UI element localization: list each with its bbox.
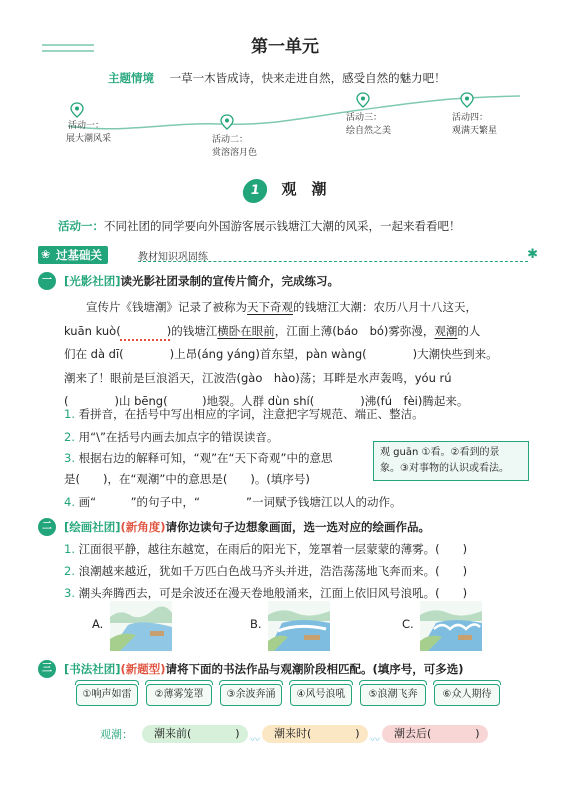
location-pin-icon xyxy=(70,102,84,118)
stage-match-row xyxy=(100,725,500,745)
lesson-number: 1 xyxy=(242,179,269,203)
section-2-badge: (新角度) xyxy=(120,520,166,534)
passage-line-3: 们在 dà dī( )上昂(áng yáng)首东望，pàn wàng( )大潮快些到来。 xyxy=(64,347,498,361)
calligraphy-tile-4[interactable]: ④风号浪吼 xyxy=(290,684,352,706)
question-2-1: 1. 江面很平静，越往东越宽，在雨后的阳光下，笼罩着一层蒙蒙的薄雾。( ) xyxy=(64,542,468,556)
activity-1-label: 活动一： xyxy=(68,121,105,131)
calligraphy-works xyxy=(58,684,528,710)
river-painting-calm xyxy=(110,601,172,651)
stage-during[interactable]: 潮来时( ) xyxy=(262,725,368,743)
wavy-underline xyxy=(120,337,170,341)
painting-option-a[interactable]: A. xyxy=(92,601,182,655)
unit-title: 第一单元 xyxy=(251,37,319,57)
theme-row xyxy=(108,70,446,86)
question-1-4: 4. 画“ ”的句子中，“ ”一词赋予钱塘江以人的动作。 xyxy=(64,495,402,509)
question-1-1: 1. 看拼音，在括号中写出相应的字词，注意把字写规范、端正、整洁。 xyxy=(64,407,424,421)
theme-text: 一草一木皆成诗，快来走进自然，感受自然的魅力吧！ xyxy=(169,71,446,85)
stage-before[interactable]: 潮来前( ) xyxy=(142,725,248,743)
passage-line-5: ( )山 bēng( )地裂。人群 dùn shí( )沸(fú fèi)腾起来。 xyxy=(64,394,469,408)
question-2-3: 3. 潮头奔腾西去，可是余波还在漫天卷地般涌来，江面上依旧风号浪吼。( ) xyxy=(64,586,468,600)
section-3-number: 三 xyxy=(38,660,56,678)
wave-connector-icon: 〰 xyxy=(370,735,380,746)
river-painting-surge xyxy=(268,601,330,651)
passage-line-1: 宣传片《钱塘潮》记录了被称为天下奇观的钱塘江大潮：农历八月十八这天， xyxy=(86,300,477,314)
dictionary-line-2: 象。③对事物的认识或看法。 xyxy=(380,463,509,474)
section-bar-subtitle: 教材知识巩固练 xyxy=(138,252,208,263)
stage-after[interactable]: 潮去后( ) xyxy=(382,725,488,743)
calligraphy-tile-6[interactable]: ⑥众人期待 xyxy=(434,684,500,706)
section-1-tag: [光影社团] xyxy=(64,274,121,288)
location-pin-icon xyxy=(460,92,474,108)
activity-4-name: 观满天繁星 xyxy=(452,126,498,136)
calligraphy-tile-2[interactable]: ②薄雾笼罩 xyxy=(146,684,212,706)
activity-1 xyxy=(68,120,111,146)
question-2-2: 2. 浪潮越来越近，犹如千万匹白色战马齐头并进，浩浩荡荡地飞奔而来。( ) xyxy=(64,564,468,578)
river-painting-waves xyxy=(420,601,482,651)
activity-intro-text: 不同社团的同学要向外国游客展示钱塘江大潮的风采，一起来看看吧！ xyxy=(104,219,461,233)
activity-intro-label: 活动一： xyxy=(58,219,104,233)
question-1-2: 2. 用“\”在括号内画去加点字的错误读音。 xyxy=(64,430,279,444)
section-2-title: [绘画社团](新角度)请你边读句子边想象画面，选一选对应的绘画作品。 xyxy=(64,520,431,534)
passage-line-4: 潮来了！眼前是巨浪滔天，江波浩(gào hào)荡；耳畔是水声轰鸣，yóu rú xyxy=(64,370,452,385)
painting-option-c[interactable]: C. xyxy=(402,601,492,655)
star-icon: ✱ xyxy=(527,247,538,262)
activity-1-name: 展大潮风采 xyxy=(66,134,112,144)
question-1-3: 3. 根据右边的解释可知，“观”在“天下奇观”中的意思 xyxy=(64,451,333,465)
section-2-number: 二 xyxy=(38,518,56,536)
section-1-number: 一 xyxy=(38,272,56,290)
activity-3-name: 绘自然之美 xyxy=(346,126,392,136)
activity-2-name: 赏溶溶月色 xyxy=(212,148,258,158)
dictionary-box xyxy=(373,441,529,481)
activity-intro xyxy=(58,218,461,234)
dictionary-line-1: 观 guān ①看。②看到的景 xyxy=(380,447,500,458)
activity-4 xyxy=(452,112,497,138)
activity-4-label: 活动四： xyxy=(452,113,489,123)
leaf-icon: ❀ xyxy=(41,248,51,261)
match-label: 观潮： xyxy=(100,728,133,741)
painting-option-b[interactable]: B. xyxy=(250,601,340,655)
section-3-badge: (新题型) xyxy=(120,662,166,676)
activity-3 xyxy=(346,112,391,138)
location-pin-icon xyxy=(220,114,234,130)
calligraphy-tile-1[interactable]: ①响声如雷 xyxy=(76,684,138,706)
activity-3-label: 活动三： xyxy=(346,113,383,123)
passage xyxy=(64,296,534,414)
lesson-name: 观 潮 xyxy=(281,180,327,198)
section-bar-title: ❀ 过基础关 xyxy=(38,246,108,264)
section-1-instruction: 读光影社团录制的宣传片简介，完成练习。 xyxy=(120,274,340,288)
question-1-3-cont: 是( )，在“观潮”中的意思是( )。(填序号) xyxy=(64,472,310,486)
activity-2-label: 活动二： xyxy=(212,135,249,145)
location-pin-icon xyxy=(356,92,370,108)
wave-connector-icon: 〰 xyxy=(250,735,260,746)
section-1-title xyxy=(64,273,339,289)
passage-line-2: kuān kuò( )的钱塘江横卧在眼前，江面上薄(báo bó)雾弥漫，观潮的人 xyxy=(64,323,481,338)
theme-label: 主题情境 xyxy=(108,71,154,85)
section-3-title: [书法社团](新题型)请将下面的书法作品与观潮阶段相匹配。(填序号，可多选) xyxy=(64,662,464,676)
activity-2 xyxy=(212,134,257,160)
lesson-title xyxy=(0,178,570,203)
section-bar-divider xyxy=(138,261,528,262)
section-bar xyxy=(38,246,538,264)
calligraphy-tile-3[interactable]: ③余波奔涌 xyxy=(220,684,282,706)
calligraphy-tile-5[interactable]: ⑤浪潮飞奔 xyxy=(360,684,426,706)
